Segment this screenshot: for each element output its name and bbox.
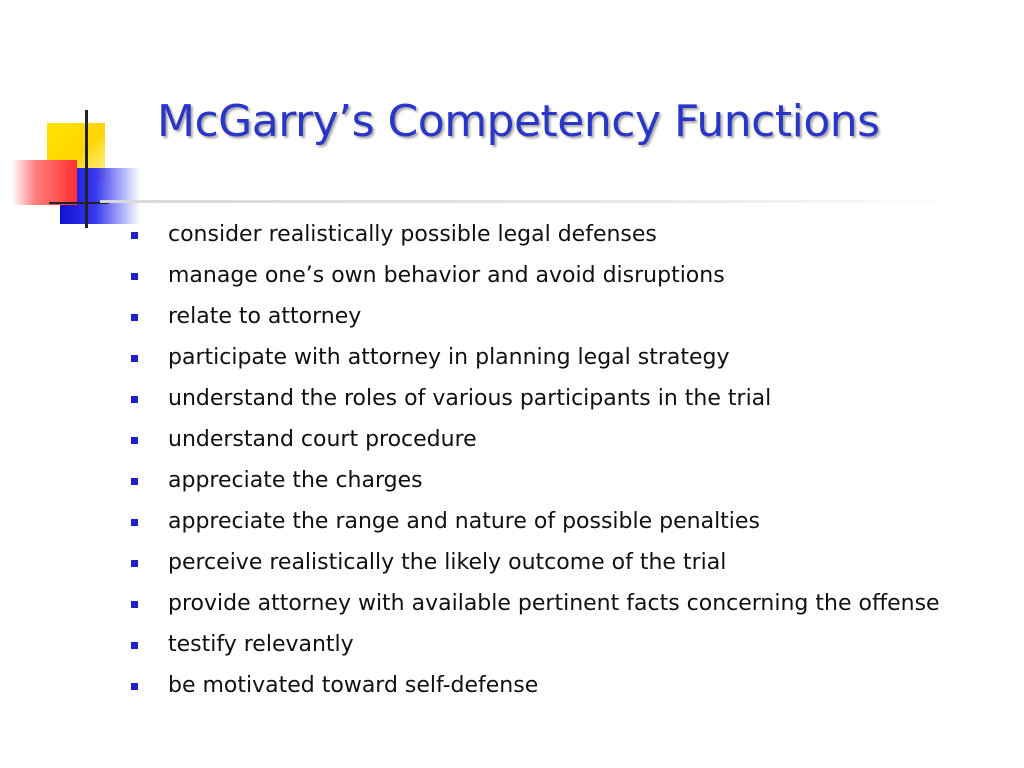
- bullet-text: participate with attorney in planning legal strategy: [168, 345, 730, 370]
- bullet-text: perceive realistically the likely outcome of the trial: [168, 550, 727, 575]
- bullet-text: consider realistically possible legal defenses: [168, 222, 657, 247]
- square-bullet-icon: [131, 232, 138, 239]
- bullet-item: [130, 551, 1000, 575]
- square-bullet-icon: [131, 314, 138, 321]
- square-bullet-icon: [131, 519, 138, 526]
- square-bullet-icon: [131, 355, 138, 362]
- vertical-line: [85, 110, 88, 228]
- bullet-item: [130, 305, 1000, 329]
- bullet-text: manage one’s own behavior and avoid disruptions: [168, 263, 725, 288]
- red-square: [12, 160, 77, 205]
- square-bullet-icon: [131, 642, 138, 649]
- bullet-text: understand the roles of various participants in the trial: [168, 386, 772, 411]
- square-bullet-icon: [131, 273, 138, 280]
- bullet-text: appreciate the charges: [168, 468, 423, 493]
- bullet-item: [130, 264, 1000, 288]
- bullet-item: [130, 510, 1000, 534]
- bullet-text: testify relevantly: [168, 632, 354, 657]
- bullet-text: be motivated toward self-defense: [168, 673, 539, 698]
- bullet-item: [130, 469, 1000, 493]
- bullet-item: [130, 674, 1000, 698]
- corner-squares-logo: [0, 100, 140, 230]
- bullet-item: [130, 387, 1000, 411]
- bullet-list: [130, 223, 1000, 715]
- bullet-item: [130, 633, 1000, 657]
- square-bullet-icon: [131, 437, 138, 444]
- square-bullet-icon: [131, 601, 138, 608]
- bullet-item: [130, 428, 1000, 452]
- square-bullet-icon: [131, 478, 138, 485]
- square-bullet-icon: [131, 396, 138, 403]
- square-bullet-icon: [131, 683, 138, 690]
- bullet-text: understand court procedure: [168, 427, 477, 452]
- bullet-text: provide attorney with available pertinent facts concerning the offense: [168, 591, 940, 616]
- bullet-item: [130, 346, 1000, 370]
- title-divider: [100, 200, 970, 203]
- slide-title: McGarry’s Competency Functions: [157, 96, 880, 147]
- bullet-text: appreciate the range and nature of possible penalties: [168, 509, 760, 534]
- bullet-text: relate to attorney: [168, 304, 362, 329]
- bullet-item: [130, 223, 1000, 247]
- bullet-item: [130, 592, 1000, 616]
- square-bullet-icon: [131, 560, 138, 567]
